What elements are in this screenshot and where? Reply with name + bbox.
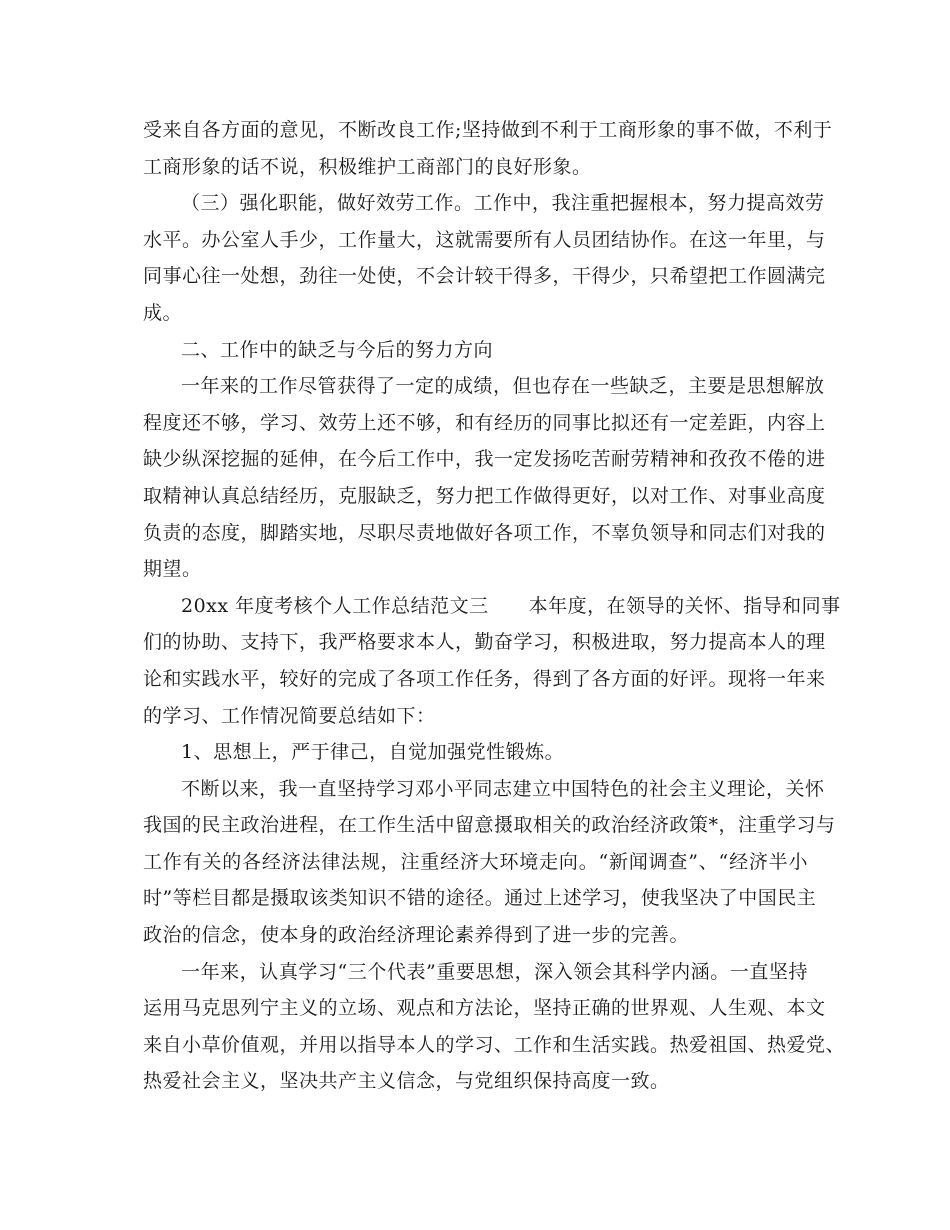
text-line: 们的协助、支持下，我严格要求本人，勤奋学习，积极进取，努力提高本人的理 <box>143 631 826 654</box>
text-line: 程度还不够，学习、效劳上还不够，和有经历的同事比拟还有一定差距，内容上 <box>143 411 826 434</box>
section-heading: 20xx 年度考核个人工作总结范文三 <box>181 594 489 617</box>
text-line: 热爱社会主义，坚决共产主义信念，与党组织保持高度一致。 <box>143 1070 670 1093</box>
text-line: 1、思想上，严于律己，自觉加强党性锻炼。 <box>181 741 565 764</box>
line-text: 本年度，在领导的关怀、指导和同事 <box>528 594 841 617</box>
text-line: 二、工作中的缺乏与今后的努力方向 <box>181 338 494 361</box>
text-line: 受来自各方面的意见，不断改良工作;坚持做到不利于工商形象的事不做，不利于 <box>143 119 833 141</box>
text-line: 时”等栏目都是摄取该类知识不错的途径。通过上述学习，使我坚决了中国民主 <box>143 887 817 910</box>
text-line: 的学习、工作情况简要总结如下： <box>143 704 436 727</box>
text-line: 取精神认真总结经历，克服缺乏，努力把工作做得更好，以对工作、对事业高度 <box>143 484 826 507</box>
text-line: 运用马克思列宁主义的立场、观点和方法论，坚持正确的世界观、人生观、本文 <box>143 997 826 1020</box>
text-line: 政治的信念，使本身的政治经济理论素养得到了进一步的完善。 <box>143 924 690 947</box>
text-line: 我国的民主政治进程，在工作生活中留意摄取相关的政治经济政策*，注重学习与 <box>143 814 836 837</box>
text-line: 工商形象的话不说，积极维护工商部门的良好形象。 <box>143 155 592 178</box>
document-body <box>143 112 846 1100</box>
text-line <box>143 588 841 625</box>
text-line: 负责的态度，脚踏实地，尽职尽责地做好各项工作，不辜负领导和同志们对我的 <box>143 521 826 544</box>
text-line: 不断以来，我一直坚持学习邓小平同志建立中国特色的社会主义理论，关怀 <box>181 777 825 800</box>
text-line: 来自小草价值观，并用以指导本人的学习、工作和生活实践。热爱祖国、热爱党、 <box>143 1033 846 1056</box>
text-line: 缺少纵深挖掘的延伸，在今后工作中，我一定发扬吃苦耐劳精神和孜孜不倦的进 <box>143 448 826 471</box>
text-line: 期望。 <box>143 558 202 581</box>
text-line: 成。 <box>143 301 183 324</box>
text-line: 水平。办公室人手少，工作量大，这就需要所有人员团结协作。在这一年里，与 <box>143 228 826 251</box>
text-line: 工作有关的各经济法律法规，注重经济大环境走向。“新闻调查”、“经济半小 <box>143 850 808 873</box>
text-line: 一年来，认真学习“三个代表”重要思想，深入领会其科学内涵。一直坚持 <box>181 960 808 983</box>
text-line: 一年来的工作尽管获得了一定的成绩，但也存在一些缺乏，主要是思想解放 <box>181 375 825 398</box>
text-line: 同事心往一处想，劲往一处使，不会计较干得多，干得少，只希望把工作圆满完 <box>143 265 826 288</box>
text-line: 论和实践水平，较好的完成了各项工作任务，得到了各方面的好评。现将一年来 <box>143 667 826 690</box>
text-line: （三）强化职能，做好效劳工作。工作中，我注重把握根本，努力提高效劳 <box>181 192 825 215</box>
